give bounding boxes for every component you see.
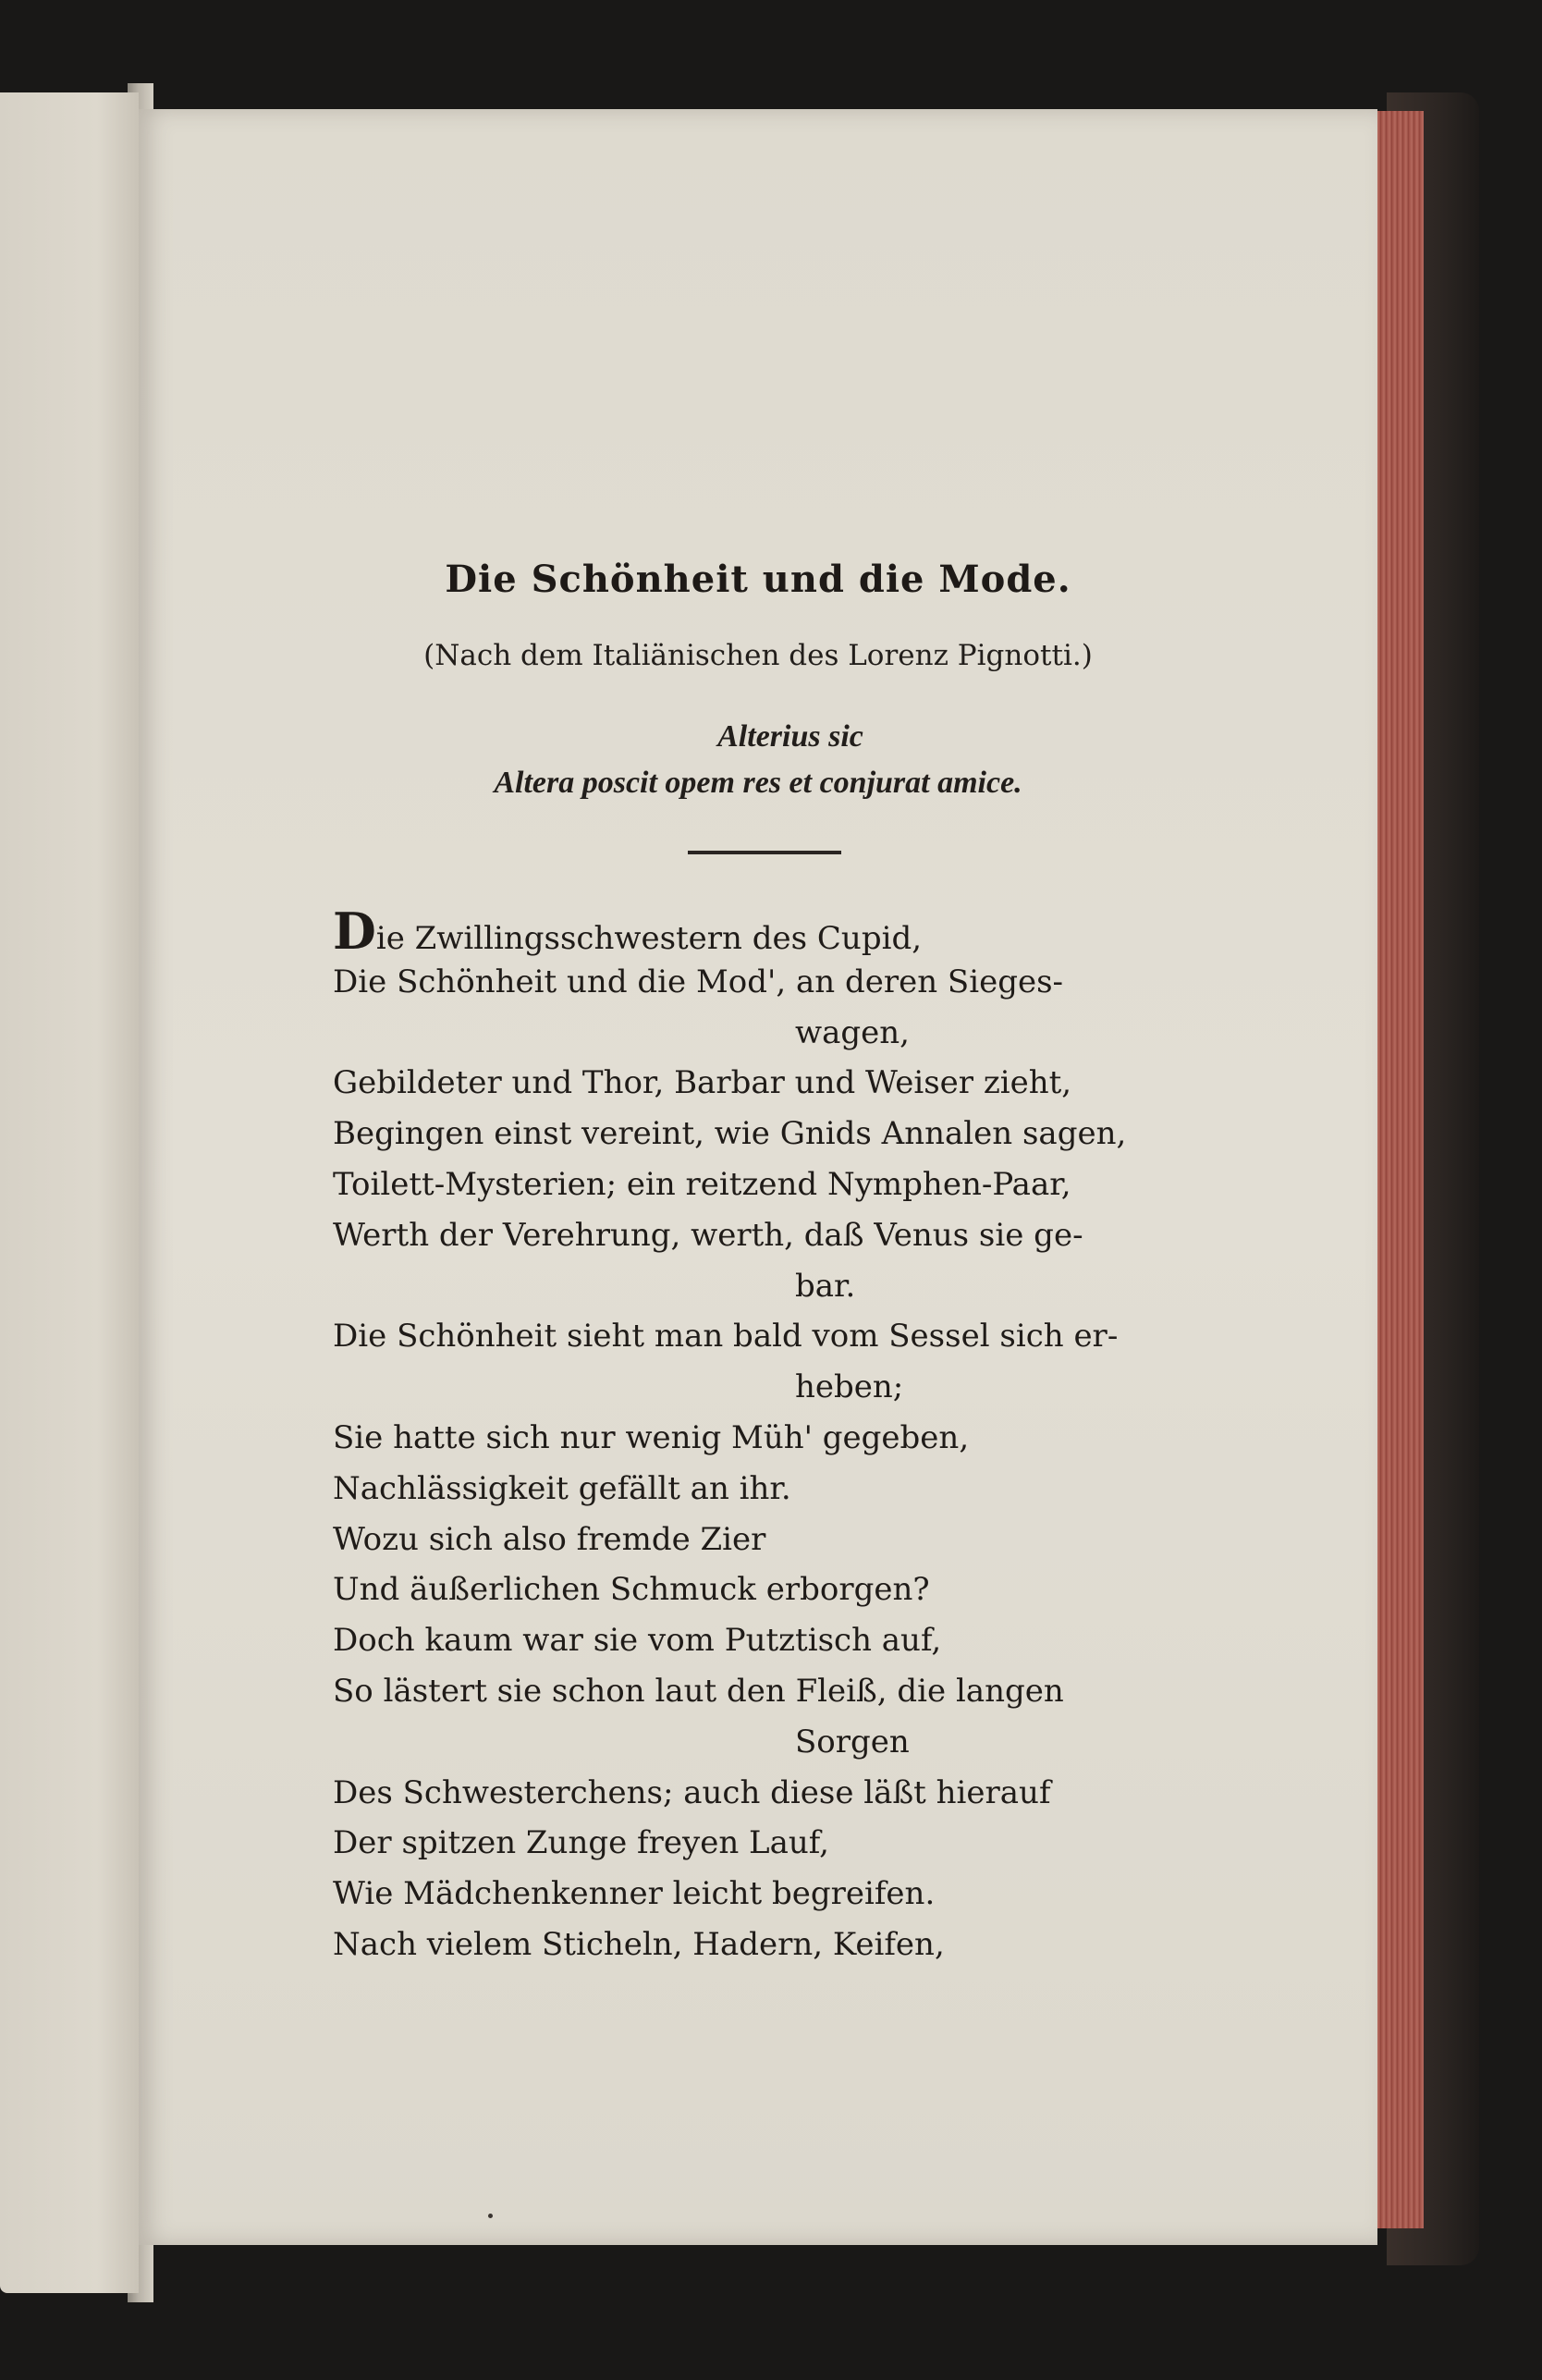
poem-line (333, 1920, 945, 1969)
poem-line (333, 1564, 930, 1614)
poem-line-text: Toilett-Mysterien; ein reitzend Nymphen-Paar, (333, 1166, 1071, 1203)
poem-line (333, 1615, 941, 1665)
poem-line-text: Und äußerlichen Schmuck erborgen? (333, 1571, 930, 1609)
poem-line (333, 902, 923, 961)
poem-line-text: wagen, (795, 1013, 910, 1051)
poem-line-text: Doch kaum war sie vom Putztisch auf, (333, 1622, 942, 1660)
poem-title: Die Schönheit und die Mode. (445, 558, 1071, 601)
poem-line-text: Sie hatte sich nur wenig Müh' gegeben, (333, 1419, 970, 1456)
poem-line (333, 1311, 1118, 1361)
poem-line (333, 1869, 935, 1919)
poem-line (333, 1210, 1083, 1260)
poem-line-text: Gebildeter und Thor, Barbar und Weiser zieht, (333, 1064, 1072, 1102)
poem-line-text: Die Schönheit sieht man bald vom Sessel sich er- (333, 1318, 1119, 1356)
poem-line-text: ie Zwillingsschwestern des Cupid, (375, 920, 923, 957)
poem-line-text: Der spitzen Zunge freyen Lauf, (333, 1824, 829, 1862)
poem-line (333, 1159, 1071, 1209)
section-divider (688, 851, 841, 854)
drop-cap: D (333, 902, 376, 961)
motto-line: Alterius sic (717, 719, 863, 754)
poem-line-text: heben; (795, 1368, 904, 1406)
poem-line (333, 1109, 1126, 1159)
poem-line-text: Die Schönheit und die Mod', an deren Sieges- (333, 963, 1064, 1000)
motto-line: Altera poscit opem res et conjurat amice. (494, 766, 1022, 800)
poem-line (333, 1413, 969, 1463)
left-page-edge (0, 92, 139, 2293)
poem-line (795, 1008, 910, 1058)
poem-line-text: Nach vielem Sticheln, Hadern, Keifen, (333, 1926, 945, 1963)
poem-subtitle: (Nach dem Italiänischen des Lorenz Pignotti.) (423, 639, 1093, 672)
poem-line-text: Sorgen (795, 1723, 910, 1760)
poem-line-text: Des Schwesterchens; auch diese läßt hierauf (333, 1773, 1051, 1811)
poem-line-text: Werth der Verehrung, werth, daß Venus sie ge- (333, 1216, 1083, 1254)
book-page (139, 109, 1377, 2245)
poem-line (333, 1666, 1064, 1716)
poem-line-text: Nachlässigkeit gefällt an ihr. (333, 1469, 791, 1507)
page-edges (1376, 111, 1424, 2228)
poem-line (795, 1717, 910, 1767)
poem-line (795, 1362, 903, 1412)
poem-line-text: Begingen einst vereint, wie Gnids Annalen sagen, (333, 1115, 1127, 1153)
poem-line (333, 957, 1063, 1007)
poem-line-text: Wie Mädchenkenner leicht begreifen. (333, 1875, 936, 1913)
paper-speck (488, 2214, 493, 2218)
poem-line (333, 1515, 765, 1564)
poem-line (795, 1261, 855, 1311)
poem-line (333, 1058, 1071, 1108)
poem-line-text: So lästert sie schon laut den Fleiß, die langen (333, 1673, 1064, 1710)
poem-line (333, 1818, 829, 1868)
poem-line (333, 1464, 791, 1514)
poem-line (333, 1768, 1051, 1818)
poem-line-text: Wozu sich also fremde Zier (333, 1520, 766, 1558)
poem-line-text: bar. (795, 1267, 856, 1305)
